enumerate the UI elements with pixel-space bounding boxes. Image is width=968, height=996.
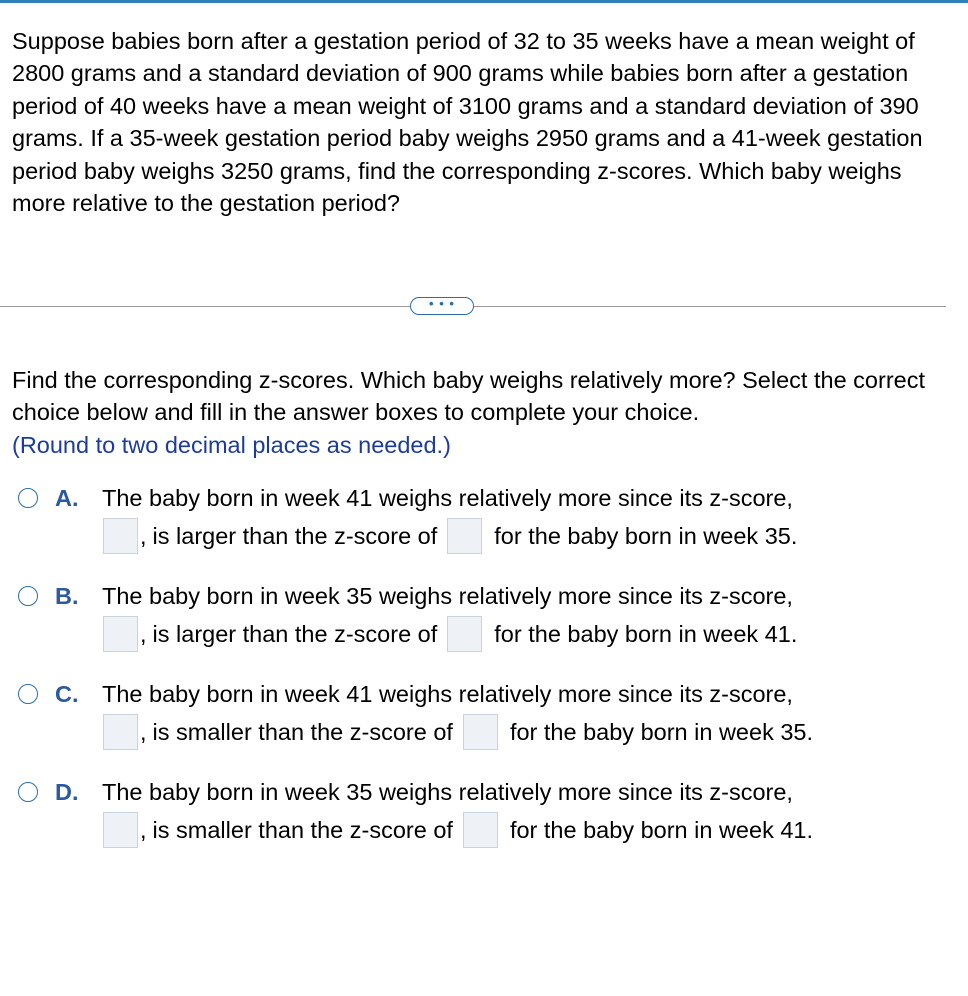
choice-a-comma: , <box>140 523 147 549</box>
choice-a[interactable] <box>0 482 968 562</box>
choice-c-zscore-box-1[interactable] <box>103 714 138 750</box>
choice-a-radio[interactable] <box>18 488 38 508</box>
more-options-button[interactable]: • • • <box>410 297 474 315</box>
choice-a-zscore-box-1[interactable] <box>103 518 138 554</box>
choice-b-line2 <box>103 614 797 654</box>
question-text: Suppose babies born after a gestation period of 32 to 35 weeks have a mean weight of 2800 grams and a standard deviation of 900 grams while babies born after a gestation period of 40 weeks have a mean weight of 3100 grams and a standard deviation of 390 grams. If a 35-week gestation period baby weighs 2950 grams and a 41-week gestation period baby weighs 3250 grams, find the corresponding z-scores. Which baby weighs more relative to the gestation period? <box>12 28 923 217</box>
choice-a-letter: A. <box>55 485 79 511</box>
choice-c-comma: , <box>140 719 147 745</box>
choice-c-tail-text: for the baby born in week 35. <box>509 719 814 745</box>
choice-d-tail-text: for the baby born in week 41. <box>509 817 814 843</box>
choice-d-radio[interactable] <box>18 782 38 802</box>
choice-b-radio[interactable] <box>18 586 38 606</box>
choice-d-zscore-box-2[interactable] <box>463 812 498 848</box>
choice-d-line2 <box>103 810 813 850</box>
choice-c-line2 <box>103 712 813 752</box>
choice-c-line1: The baby born in week 41 weighs relatively more since its z-score, <box>102 681 793 707</box>
choice-b-tail-text: for the baby born in week 41. <box>494 621 798 647</box>
choice-b-comma: , <box>140 621 147 647</box>
instructions-text: Find the corresponding z-scores. Which baby weighs relatively more? Select the correct choice below and fill in the answer boxes to complete your choice. <box>12 367 925 426</box>
choice-c-letter: C. <box>55 681 79 707</box>
choice-d-zscore-box-1[interactable] <box>103 812 138 848</box>
choice-c-radio[interactable] <box>18 684 38 704</box>
choice-d-mid-text: is smaller than the z-score of <box>152 817 453 843</box>
choice-d-line1: The baby born in week 35 weighs relatively more since its z-score, <box>102 779 793 805</box>
choice-c[interactable] <box>0 678 968 758</box>
choice-d-letter: D. <box>55 779 79 805</box>
choice-b-zscore-box-2[interactable] <box>447 616 482 652</box>
choice-b-zscore-box-1[interactable] <box>103 616 138 652</box>
choice-a-line1: The baby born in week 41 weighs relatively more since its z-score, <box>102 485 793 511</box>
choice-b-mid-text: is larger than the z-score of <box>152 621 438 647</box>
choice-a-line2 <box>103 516 797 556</box>
instructions <box>12 364 952 461</box>
rounding-note: (Round to two decimal places as needed.) <box>12 431 451 458</box>
choice-d-comma: , <box>140 817 147 843</box>
choice-b-line1: The baby born in week 35 weighs relatively more since its z-score, <box>102 583 793 609</box>
choice-b[interactable] <box>0 580 968 660</box>
choice-b-letter: B. <box>55 583 79 609</box>
choice-a-zscore-box-2[interactable] <box>447 518 482 554</box>
choice-c-zscore-box-2[interactable] <box>463 714 498 750</box>
top-rule <box>0 0 968 3</box>
choice-a-tail-text: for the baby born in week 35. <box>494 523 798 549</box>
choice-c-mid-text: is smaller than the z-score of <box>152 719 453 745</box>
choice-d[interactable] <box>0 776 968 856</box>
choice-a-mid-text: is larger than the z-score of <box>152 523 438 549</box>
